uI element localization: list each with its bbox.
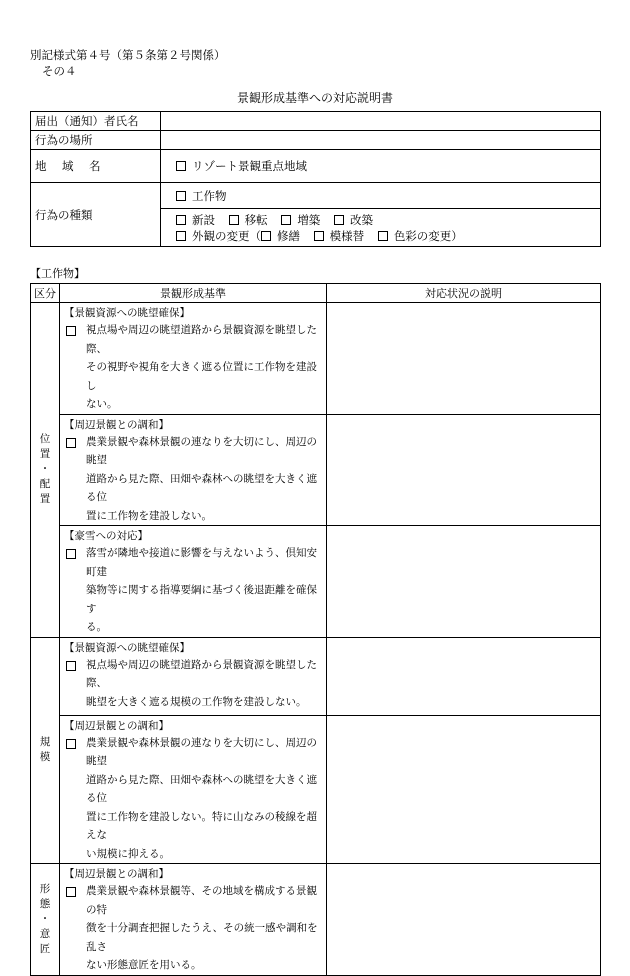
criterion-checkbox[interactable] [66,549,76,559]
appearance-change-checkbox[interactable] [176,231,186,241]
criterion-checkbox[interactable] [66,739,76,749]
explanation-field[interactable] [327,526,601,638]
type-options-cell [161,209,601,247]
resort-area-checkbox[interactable] [176,161,186,171]
criterion-title: 【周辺景観との調和】 [64,868,169,880]
form-number: 別記様式第４号（第５条第２号関係） [30,48,226,62]
repair-checkbox[interactable] [261,231,271,241]
criterion-heavy-snow [60,526,327,638]
relocation-checkbox[interactable] [229,215,239,225]
category-position: 位 置 ・ 配 置 [31,303,60,638]
criterion-text: 農業景観や森林景観の連なりを大切にし、周辺の眺望 道路から見た際、田畑や森林への眺望を大きく遮る位 置に工作物を建設しない。 [86,435,317,522]
appearance-options [176,228,600,244]
place-label: 行為の場所 [31,131,161,150]
structure-label: 工作物 [192,188,227,203]
area-row [31,150,601,183]
type-row-main [31,183,601,209]
criterion-view-securing [60,303,327,415]
name-label: 届出（通知）者氏名 [31,112,161,131]
repair-label: 修繕 [277,228,300,243]
criterion-harmony [60,715,327,864]
new-construction-checkbox[interactable] [176,215,186,225]
extension-label: 増築 [297,212,321,227]
color-change-checkbox[interactable] [378,231,388,241]
criteria-row [31,414,601,526]
header-criteria: 景観形成基準 [60,284,327,303]
criterion-text: 落雪が隣地や接道に影響を与えないよう、倶知安町建 築物等に関する指導要綱に基づく後退距離を確保す る。 [86,547,317,633]
name-row [31,112,601,131]
criterion-checkbox[interactable] [66,326,76,336]
appearance-change-label: 外観の変更（ [192,228,261,243]
criteria-row [31,715,601,864]
criterion-title: 【周辺景観との調和】 [64,719,169,732]
extension-checkbox[interactable] [281,215,291,225]
criteria-header-row [31,284,601,303]
criterion-title: 【景観資源への眺望確保】 [64,307,190,319]
form-reference [30,47,226,79]
criteria-row [31,526,601,638]
criterion-text: 農業景観や森林景観の連なりを大切にし、周辺の眺望 道路から見た際、田畑や森林への眺望を大きく遮る位 置に工作物を建設しない。特に山なみの稜線を超えな い規模に抑える。 [86,736,317,860]
reconstruction-label: 改築 [349,212,373,227]
explanation-field[interactable] [327,414,601,526]
criterion-view-securing [60,637,327,715]
criterion-text: 視点場や周辺の眺望道路から景観資源を眺望した際、 その視野や視角を大きく遮る位置に工作物を建設し ない。 [86,324,317,410]
structure-checkbox[interactable] [176,191,186,201]
document-title: 景観形成基準への対応説明書 [236,91,393,105]
criterion-title: 【豪雪への対応】 [64,530,148,542]
criterion-title: 【周辺景観との調和】 [64,418,169,431]
criterion-harmony [60,864,327,976]
area-field [161,150,601,183]
area-label: 地 域 名 [31,150,161,183]
resort-area-label: リゾート景観重点地域 [192,159,307,173]
remodel-checkbox[interactable] [314,231,324,241]
criterion-title: 【景観資源への眺望確保】 [64,641,190,654]
structure-option-cell [161,183,601,209]
criteria-table [30,283,601,976]
explanation-field[interactable] [327,637,601,715]
form-sub-number: その４ [42,64,77,78]
place-field[interactable] [161,131,601,150]
remodel-label: 模様替 [329,228,365,243]
header-category: 区分 [31,284,60,303]
category-design: 形 態 ・ 意 匠 [31,864,60,976]
relocation-label: 移転 [244,212,268,227]
type-label: 行為の種類 [31,183,161,247]
criterion-checkbox[interactable] [66,661,76,671]
explanation-field[interactable] [327,715,601,864]
explanation-field[interactable] [327,864,601,976]
action-options [176,212,600,228]
criterion-text: 視点場や周辺の眺望道路から景観資源を眺望した際、 眺望を大きく遮る規模の工作物を建設しない。 [86,658,317,708]
category-scale: 規 模 [31,637,60,864]
applicant-info-table [30,111,601,247]
criteria-row [31,637,601,715]
section-label: 【工作物】 [30,267,85,280]
criterion-harmony [60,414,327,526]
reconstruction-checkbox[interactable] [334,215,344,225]
explanation-field[interactable] [327,303,601,415]
criterion-text: 農業景観や森林景観等、その地域を構成する景観の特 徴を十分調査把握したうえ、その統一感や調和を乱さ ない形態意匠を用いる。 [86,885,318,971]
new-construction-label: 新設 [192,212,215,227]
criteria-row [31,864,601,976]
criterion-checkbox[interactable] [66,438,76,448]
criteria-row [31,303,601,415]
criterion-checkbox[interactable] [66,887,76,897]
place-row [31,131,601,150]
color-change-label: 色彩の変更） [393,228,463,243]
header-explanation: 対応状況の説明 [327,284,601,303]
name-field[interactable] [161,112,601,131]
